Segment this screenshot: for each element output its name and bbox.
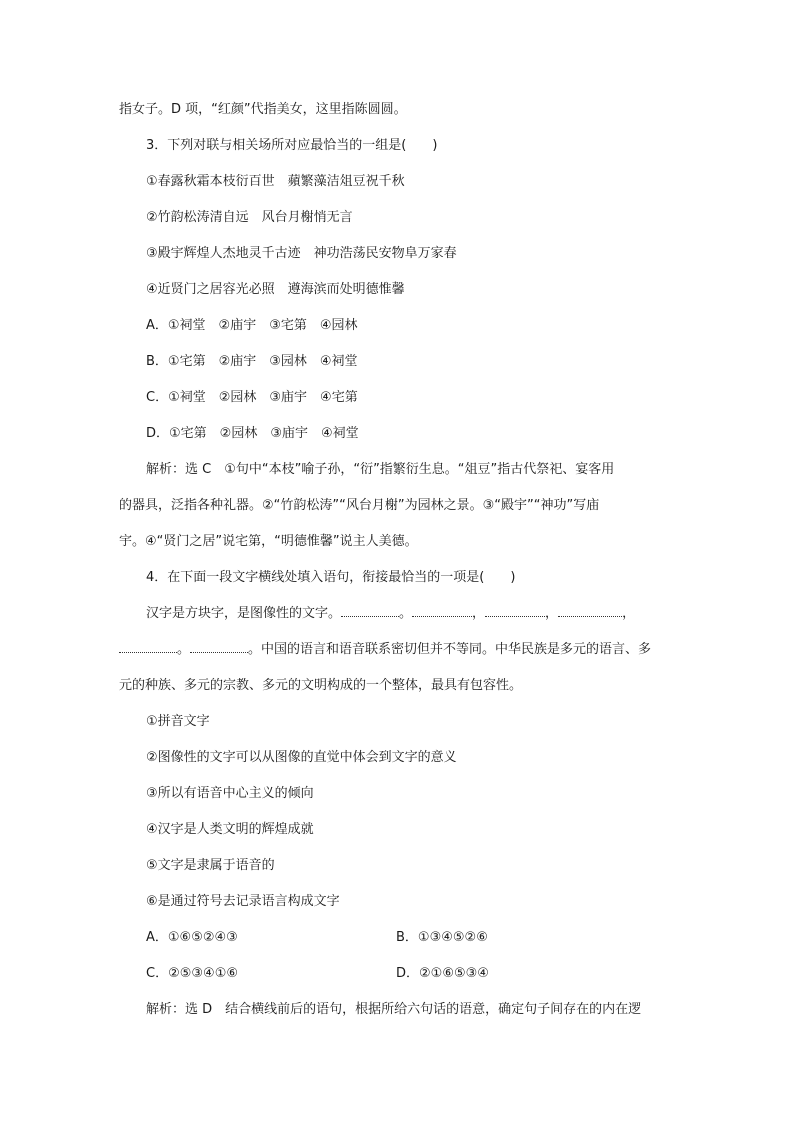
option-c: C．①祠堂 ②园林 ③庙宇 ④宅第 [146,390,358,405]
fill-blank [485,604,545,617]
option-c: C．②⑤③④①⑥ [146,966,239,981]
analysis-line: 的器具，泛指各种礼器。②“竹韵松涛”“风台月榭”为园林之景。③“殿宇”“神功”写庙 [119,498,600,513]
option-b: B．①宅第 ②庙宇 ③园林 ④祠堂 [146,354,358,369]
couplet-3: ③殿宇辉煌人杰地灵千古迹 神功浩荡民安物阜万家春 [146,246,457,261]
sentence-4: ④汉字是人类文明的辉煌成就 [146,822,314,837]
option-a: A．①祠堂 ②庙宇 ③宅第 ④园林 [146,318,358,333]
option-a: A．①⑥⑤②④③ [146,930,238,945]
sentence-6: ⑥是通过符号去记录语言构成文字 [146,894,340,909]
passage-text: 。中国的语言和语音联系密切但并不等同。中华民族是多元的语言、多 [248,642,652,657]
passage-line [146,604,635,624]
option-d: D．①宅第 ②园林 ③庙宇 ④祠堂 [146,426,359,441]
couplet-4: ④近贤门之居容光必照 遵海滨而处明德惟馨 [146,282,405,297]
analysis-line: 宇。④“贤门之居”说宅第，“明德惟馨”说主人美德。 [119,534,418,549]
sentence-5: ⑤文字是隶属于语音的 [146,858,275,873]
option-d: D．②①⑥⑤③④ [396,966,489,981]
sentence-3: ③所以有语音中心主义的倾向 [146,786,314,801]
analysis-line: 解析：选 D 结合横线前后的语句，根据所给六句话的语意，确定句子间存在的内在逻 [146,1002,642,1017]
text-line: 指女子。D 项，“红颜”代指美女，这里指陈圆圆。 [119,102,407,117]
fill-blank [341,604,399,617]
fill-blank [119,640,177,653]
fill-blank [190,640,248,653]
passage-line [119,640,651,660]
fill-blank [412,604,472,617]
sentence-2: ②图像性的文字可以从图像的直觉中体会到文字的意义 [146,750,457,765]
couplet-1: ①春露秋霜本枝衍百世 蘋繁藻洁俎豆祝千秋 [146,174,405,189]
question-3-stem: 3．下列对联与相关场所对应最恰当的一组是( ) [146,138,438,153]
punctuation: ， [472,606,486,621]
sentence-1: ①拼音文字 [146,714,210,729]
punctuation: ， [622,606,636,621]
punctuation: 。 [399,606,413,621]
option-b: B．①③④⑤②⑥ [396,930,488,945]
passage-line: 元的种族、多元的宗教、多元的文明构成的一个整体，最具有包容性。 [119,678,523,693]
passage-text: 汉字是方块字，是图像性的文字。 [146,606,342,621]
question-4-stem: 4．在下面一段文字横线处填入语句，衔接最恰当的一项是( ) [146,570,516,585]
couplet-2: ②竹韵松涛清自远 风台月榭悄无言 [146,210,353,225]
punctuation: 。 [177,642,191,657]
punctuation: ， [545,606,559,621]
analysis-line: 解析：选 C ①句中“本枝”喻子孙，“衍”指繁衍生息。“俎豆”指古代祭祀、宴客用 [146,462,615,477]
fill-blank [558,604,622,617]
